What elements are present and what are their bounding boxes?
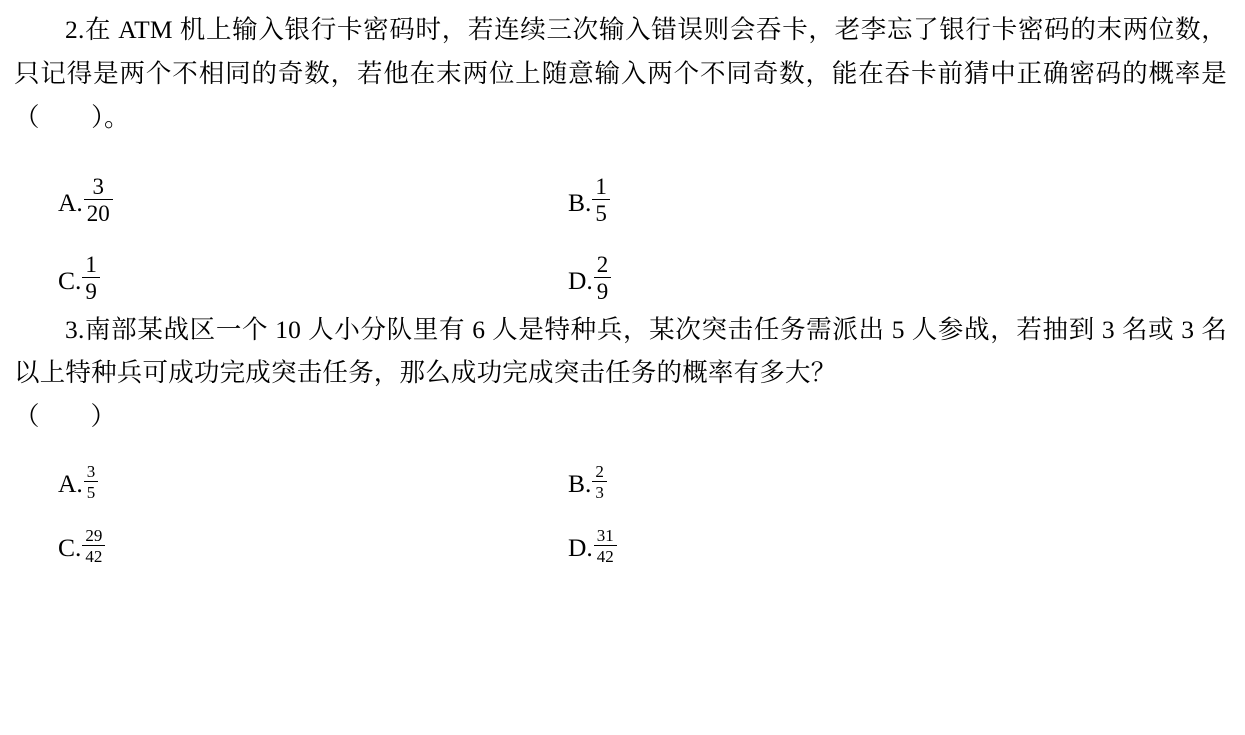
option-a-q3-label: A.	[58, 468, 83, 498]
question-2	[14, 8, 1227, 140]
option-c-numerator: 1	[85, 251, 97, 277]
question-3-text	[14, 308, 1227, 396]
option-a-numerator: 3	[92, 173, 105, 199]
question-3-options	[0, 458, 1245, 567]
option-a-q3-fraction	[84, 463, 99, 501]
question-3-statement: 南部某战区一个 10 人小分队里有 6 人是特种兵，某次突击任务需派出 5 人参战，若抽到 3 名或 3 名以上特种兵可成功完成突击任务，那么成功完成突击任务的概率有多大？	[14, 314, 1227, 388]
question-2-options	[0, 166, 1245, 304]
question-2-text	[14, 8, 1227, 140]
question-2-statement: 在 ATM 机上输入银行卡密码时，若连续三次输入错误则会吞卡，老李忘了银行卡密码的末两位数，只记得是两个不相同的奇数，若他在末两位上随意输入两个不同奇数，能在吞卡前猜中正确密码的概率是（ ）。	[14, 15, 1227, 132]
option-a-q3-numerator: 3	[86, 462, 96, 482]
option-row-ab-q3	[0, 458, 1245, 503]
option-d-denominator: 9	[594, 277, 612, 303]
option-d-q3-denominator: 42	[594, 545, 617, 565]
option-a-q3[interactable]	[0, 458, 560, 503]
option-row-cd-q3	[0, 522, 1245, 567]
option-b-fraction	[592, 175, 610, 225]
question-2-number: 2.	[65, 15, 85, 44]
option-c[interactable]	[0, 244, 560, 304]
option-a-denominator: 20	[84, 199, 113, 225]
option-a-fraction	[84, 175, 113, 225]
option-d-fraction	[594, 253, 612, 303]
option-d[interactable]	[560, 244, 611, 304]
document-page	[0, 8, 1245, 735]
option-b[interactable]	[560, 166, 610, 226]
option-d-q3-label: D.	[568, 532, 593, 562]
question-3	[14, 308, 1227, 396]
option-b-q3-denominator: 3	[592, 481, 607, 501]
option-c-q3-label: C.	[58, 532, 82, 562]
option-b-denominator: 5	[592, 199, 610, 225]
option-d-q3[interactable]	[560, 522, 617, 567]
option-d-label: D.	[568, 266, 593, 296]
option-d-numerator: 2	[596, 251, 609, 277]
question-3-blank: （ ）	[14, 402, 117, 432]
option-a-label: A.	[58, 188, 83, 218]
option-d-q3-fraction	[594, 527, 617, 565]
option-c-denominator: 9	[82, 277, 100, 303]
option-c-q3-denominator: 42	[82, 545, 105, 565]
option-a-q3-denominator: 5	[84, 481, 99, 501]
option-a[interactable]	[0, 166, 560, 226]
option-b-q3-fraction	[592, 463, 607, 501]
option-b-label: B.	[568, 188, 592, 218]
option-c-q3-fraction	[82, 527, 105, 565]
option-b-q3-label: B.	[568, 468, 592, 498]
option-b-q3[interactable]	[560, 458, 607, 503]
option-c-q3-numerator: 29	[85, 526, 103, 546]
option-row-ab	[0, 166, 1245, 226]
option-b-numerator: 1	[595, 173, 607, 199]
option-b-q3-numerator: 2	[595, 462, 604, 482]
option-d-q3-numerator: 31	[596, 526, 614, 546]
question-3-number: 3.	[65, 314, 85, 344]
option-c-label: C.	[58, 266, 82, 296]
option-c-q3[interactable]	[0, 522, 560, 567]
option-c-fraction	[82, 253, 100, 303]
option-row-cd	[0, 244, 1245, 304]
